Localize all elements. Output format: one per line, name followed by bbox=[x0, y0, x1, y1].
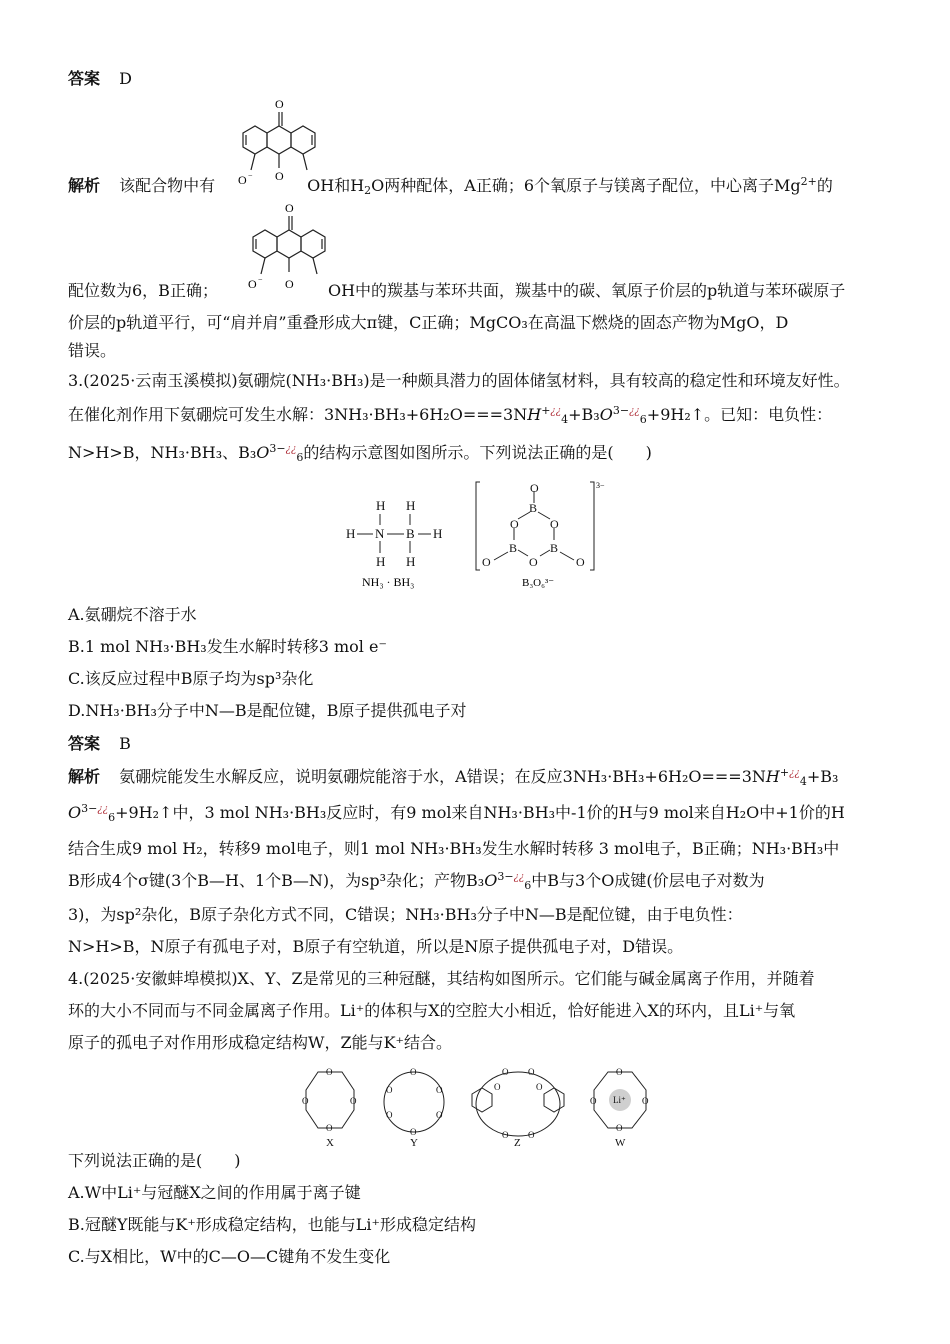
w-o-4: O bbox=[616, 1123, 623, 1133]
mg-charge: 2+ bbox=[800, 175, 817, 188]
atom-h-b-right: H bbox=[433, 526, 443, 541]
analysis-text-b4: 的 bbox=[816, 176, 833, 195]
an-b3o6-red: ¿¿ bbox=[97, 804, 109, 815]
b3o6-o-2: O bbox=[256, 443, 270, 462]
crown-label-w: W bbox=[615, 1137, 626, 1149]
q3-analysis-label: 解析 bbox=[68, 767, 101, 786]
an-b3o6-charge: 3− bbox=[81, 802, 98, 815]
q3-analysis-line-6: N>H>B，N原子有孤电子对，B原子有空轨道，所以是N原子提供孤电子对，D错误。 bbox=[68, 937, 684, 956]
y-o-5: O bbox=[436, 1110, 443, 1120]
q3-an2: +9H₂↑中，3 mol NH₃·BH₃反应时，有9 mol来自NH₃·BH₃中-1价的H与9 mol来自H₂O中+1价的H bbox=[115, 803, 845, 822]
q3-stem-line-3 bbox=[68, 442, 652, 464]
analysis-line-1: 解析 该配合物中有 OH和$H_2O$两种配体，A正确；6个氧原子与镁离子配位，中心离子$Mg^{2+}$的 bbox=[68, 175, 833, 197]
b3o6-sub-2: 6 bbox=[296, 451, 304, 464]
q3-stem-line-2 bbox=[68, 404, 832, 426]
q3-an1b: +B₃ bbox=[806, 767, 839, 786]
q3-analysis-line-5: 3)，为sp²杂化，B原子杂化方式不同，C错误；NH₃·BH₃分子中N—B是配位键，由于电负性： bbox=[68, 905, 743, 924]
z-o-1: O bbox=[502, 1067, 509, 1077]
analysis-line-2 bbox=[68, 280, 845, 302]
q3-stem-3a: N>H>B，NH₃·BH₃、B₃ bbox=[68, 443, 257, 462]
q3-analysis-line-3: 结合生成9 mol H₂，转移9 mol电子，则1 mol NH₃·BH₃发生水解时转移 3 mol电子，B正确；NH₃·BH₃中 bbox=[68, 839, 840, 858]
q3-answer-value: B bbox=[119, 734, 131, 753]
y-o-6: O bbox=[410, 1127, 417, 1137]
b3o6-o-top: O bbox=[530, 481, 539, 495]
b3o6-o-left: O bbox=[510, 517, 519, 531]
an-nh4-sub: 4 bbox=[799, 775, 807, 788]
nh4-ion bbox=[527, 405, 541, 424]
atom-h-b-top: H bbox=[406, 498, 416, 513]
an-nh4-red: ¿¿ bbox=[789, 768, 800, 779]
q3-option-b: B.1 mol NH₃·BH₃发生水解时转移3 mol e⁻ bbox=[68, 637, 387, 656]
q3-option-c: C.该反应过程中B原子均为sp³杂化 bbox=[68, 669, 314, 688]
q3-stem-3b: 的结构示意图如图所示。下列说法正确的是( ) bbox=[303, 443, 652, 462]
ammonia-borane-structure bbox=[340, 490, 460, 590]
answer-line-q2 bbox=[68, 68, 132, 90]
b3o6-b-right: B bbox=[550, 541, 559, 555]
q3-an4a: B形成4个σ键(3个B—H、1个B—N)，为sp³杂化；产物B₃ bbox=[68, 871, 485, 890]
an-b3o6-o: O bbox=[68, 803, 82, 822]
z-o-4: O bbox=[536, 1082, 543, 1092]
q3-analysis-line-1 bbox=[68, 766, 838, 788]
analysis-text-d: OH中的羰基与苯环共面，羰基中的碳、氧原子价层的p轨道与苯环碳原子 bbox=[327, 281, 846, 300]
q3-stem-2a: 在催化剂作用下氨硼烷可发生水解：3NH₃·BH₃+6H₂O===3N bbox=[68, 405, 528, 424]
an-b3o6-sub: 6 bbox=[108, 811, 116, 824]
w-li-label: Li⁺ bbox=[613, 1095, 626, 1105]
q3-stem-line-1: 3.(2025·云南玉溪模拟)氨硼烷(NH₃·BH₃)是一种颇具潜力的固体储氢材料，具有较高的稳定性和环境友好性。 bbox=[68, 371, 850, 390]
b3o6-charge-2: 3− bbox=[269, 442, 286, 455]
analysis-label: 解析 bbox=[68, 176, 101, 195]
b3o6-sub: 6 bbox=[639, 413, 647, 426]
b3o6-b-left: B bbox=[509, 541, 518, 555]
q4-option-c: C.与X相比，W中的C—O—C键角不发生变化 bbox=[68, 1247, 391, 1266]
x-o-4: O bbox=[326, 1123, 333, 1133]
q3-answer-label: 答案 bbox=[68, 734, 101, 753]
carbonyl-o-bottom: O bbox=[275, 169, 284, 183]
analysis-text-b2: O两种配体，A正确；6个氧原子与镁离子配位，中心离子Mg bbox=[371, 176, 801, 195]
answer-label: 答案 bbox=[68, 69, 101, 88]
an-nh4-h: H bbox=[765, 767, 780, 786]
atom-h-n-top: H bbox=[376, 498, 386, 513]
atom-b: B bbox=[406, 526, 415, 541]
atom-h-n-bottom: H bbox=[376, 554, 386, 569]
an-b3o6-charge-2: 3− bbox=[497, 870, 514, 883]
crown-label-y: Y bbox=[410, 1137, 418, 1149]
phenoxide-o-2: O bbox=[248, 277, 257, 291]
q3-option-a: A.氨硼烷不溶于水 bbox=[68, 605, 197, 624]
b3o6-charge: 3− bbox=[612, 404, 630, 417]
an-b3o6-red-2: ¿¿ bbox=[513, 872, 525, 883]
atom-h-b-bottom: H bbox=[406, 554, 416, 569]
q3-stem-2b: +B₃ bbox=[568, 405, 600, 424]
y-o-2: O bbox=[386, 1085, 393, 1095]
b3o6-red-mark-2: ¿¿ bbox=[285, 444, 297, 455]
phenoxide-charge-2: − bbox=[258, 275, 263, 284]
b3o6-o-ext-left: O bbox=[482, 555, 491, 569]
y-o-1: O bbox=[410, 1067, 417, 1077]
q4-option-b: B.冠醚Y既能与K⁺形成稳定结构，也能与Li⁺形成稳定结构 bbox=[68, 1215, 476, 1234]
q3-an4b: 中B与3个O成键(价层电子对数为 bbox=[531, 871, 765, 890]
q4-stem-line-2: 环的大小不同而与不同金属离子作用。Li⁺的体积与X的空腔大小相近，恰好能进入X的环内，且Li⁺与氧 bbox=[68, 1001, 796, 1020]
b3o6-caption: B₃O₆³⁻ bbox=[522, 577, 555, 589]
x-o-1: O bbox=[326, 1067, 333, 1077]
crown-label-z: Z bbox=[514, 1137, 521, 1149]
q3-answer bbox=[68, 733, 131, 755]
analysis-text-c: 配位数为6，B正确； bbox=[68, 281, 218, 300]
q3-an1a: 氨硼烷能发生水解反应，说明氨硼烷能溶于水，A错误；在反应3NH₃·BH₃+6H₂O===3N bbox=[119, 767, 766, 786]
b3o6-bracket-charge: 3− bbox=[596, 481, 605, 490]
q3-analysis-line-4 bbox=[68, 870, 765, 892]
atom-n: N bbox=[375, 526, 385, 541]
q3-analysis-line-2 bbox=[68, 802, 845, 824]
q4-stem-line-1: 4.(2025·安徽蚌埠模拟)X、Y、Z是常见的三种冠醚，其结构如图所示。它们能与碱金属离子作用，并随着 bbox=[68, 969, 815, 988]
nh4-charge: + bbox=[541, 404, 551, 417]
b3o6-o-right: O bbox=[550, 517, 559, 531]
atom-h-n-left: H bbox=[346, 526, 356, 541]
b3o6-o-ext-right: O bbox=[576, 555, 585, 569]
phenoxide-o: O bbox=[238, 173, 247, 187]
crown-ether-figures bbox=[290, 1060, 670, 1150]
q4-option-a: A.W中Li⁺与冠醚X之间的作用属于离子键 bbox=[68, 1183, 361, 1202]
z-o-2: O bbox=[528, 1067, 535, 1077]
w-o-2: O bbox=[590, 1096, 597, 1106]
z-o-6: O bbox=[528, 1130, 535, 1140]
nh4-red-mark: ¿¿ bbox=[550, 406, 562, 417]
analysis-line-3: 价层的p轨道平行，可“肩并肩”重叠形成大π键，C正确；MgCO₃在高温下燃烧的固态产物为MgO，D bbox=[68, 313, 789, 332]
b3o6-o: O bbox=[599, 405, 613, 424]
x-o-3: O bbox=[350, 1096, 357, 1106]
an-b3o6-o-2: O bbox=[484, 871, 498, 890]
q4-stem-line-3: 原子的孤电子对作用形成稳定结构W，Z能与K⁺结合。 bbox=[68, 1033, 452, 1052]
y-o-4: O bbox=[386, 1110, 393, 1120]
b3o6-red-mark: ¿¿ bbox=[629, 406, 640, 417]
analysis-text-b: OH和H bbox=[307, 176, 365, 195]
w-o-3: O bbox=[642, 1096, 649, 1106]
x-o-2: O bbox=[302, 1096, 309, 1106]
w-o-1: O bbox=[616, 1067, 623, 1077]
an-b3o6-sub-2: 6 bbox=[524, 879, 532, 892]
carbonyl-o-bottom-2: O bbox=[285, 277, 294, 291]
carbonyl-o-top-2: O bbox=[285, 201, 294, 215]
b3o6-structure bbox=[470, 478, 620, 598]
crown-label-x: X bbox=[326, 1137, 334, 1149]
z-o-3: O bbox=[494, 1082, 501, 1092]
nh3bh3-caption: NH₃ · BH₃ bbox=[362, 575, 415, 589]
b3o6-b-top: B bbox=[529, 501, 538, 515]
an-nh4-charge: + bbox=[779, 766, 790, 779]
q4-stem-question: 下列说法正确的是( ) bbox=[68, 1151, 241, 1170]
analysis-line-4: 错误。 bbox=[68, 341, 117, 360]
b3o6-o-bottom: O bbox=[529, 555, 538, 569]
analysis-text-a: 该配合物中有 bbox=[119, 176, 216, 195]
answer-value: D bbox=[119, 69, 132, 88]
y-o-3: O bbox=[436, 1085, 443, 1095]
phenoxide-charge: − bbox=[248, 171, 253, 180]
carbonyl-o-top: O bbox=[275, 97, 284, 111]
q3-option-d: D.NH₃·BH₃分子中N—B是配位键，B原子提供孤电子对 bbox=[68, 701, 467, 720]
z-o-5: O bbox=[502, 1130, 509, 1140]
q3-stem-2c: +9H₂↑。已知：电负性： bbox=[646, 405, 833, 424]
nh4-h: H bbox=[527, 405, 542, 424]
nh4-sub: 4 bbox=[561, 413, 569, 426]
